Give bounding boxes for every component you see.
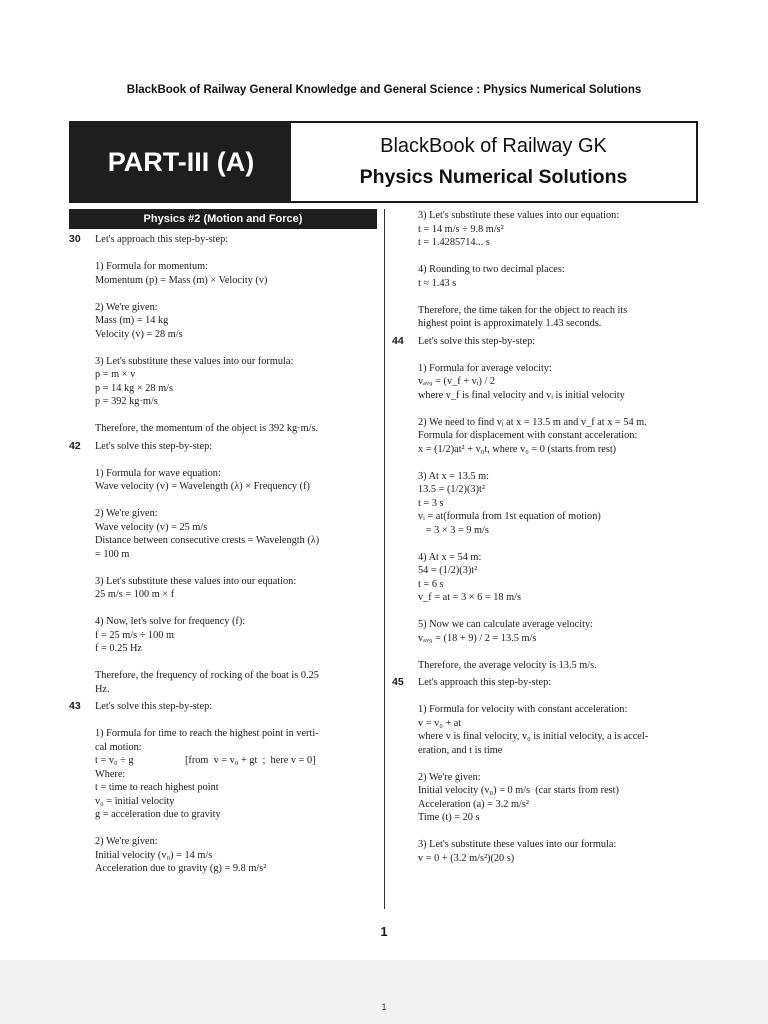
- text-line: 2) We need to find vᵢ at x = 13.5 m and v_f at x = 54 m.: [418, 416, 647, 428]
- text-line: 3) Let's substitute these values into our formula:: [418, 839, 617, 850]
- text-line: 25 m/s = 100 m × f: [95, 589, 175, 600]
- text-line: v = 0 + (3.2 m/s²)(20 s): [418, 852, 515, 864]
- text-line: 3) Let's substitute these values into our formula:: [95, 355, 294, 367]
- text-line: t = 14 m/s ÷ 9.8 m/s²: [418, 223, 504, 235]
- question-number: 44: [392, 334, 404, 347]
- text-line: x = (1/2)at² + v₀t, where v₀ = 0 (starts from rest): [418, 443, 617, 455]
- section-heading: Physics #2 (Motion and Force): [69, 209, 377, 229]
- text-line: Momentum (p) = Mass (m) × Velocity (v): [95, 274, 268, 286]
- text-line: Let's solve this step-by-step:: [95, 701, 213, 712]
- line-gap: [418, 250, 700, 264]
- text-line: 4) At x = 54 m:: [418, 551, 482, 563]
- text-line: f = 0.25 Hz: [95, 643, 142, 654]
- text-line: 1) Formula for velocity with constant acceleration:: [418, 704, 628, 715]
- text-line: 3) Let's substitute these values into our equation:: [418, 210, 620, 221]
- text-line: p = m × v: [95, 369, 136, 380]
- question-number: 42: [69, 439, 81, 452]
- text-line: v₀ = initial velocity: [95, 795, 175, 807]
- left-column: [69, 209, 389, 880]
- text-line: Let's solve this step-by-step:: [95, 440, 213, 452]
- line-gap: [95, 561, 389, 575]
- question-block: [392, 209, 700, 331]
- text-line: = 3 × 3 = 9 m/s: [418, 524, 489, 536]
- text-line: where v_f is final velocity and vᵢ is initial velocity: [418, 389, 625, 401]
- text-line: Formula for displacement with constant acceleration:: [418, 430, 638, 441]
- text-line: 1) Formula for momentum:: [95, 261, 208, 272]
- column-divider: [384, 209, 385, 909]
- text-line: t = time to reach highest point: [95, 782, 219, 793]
- text-line: 2) We're given:: [418, 771, 481, 783]
- question-block: [69, 233, 389, 436]
- question-block: [392, 676, 700, 865]
- book-subtitle: Physics Numerical Solutions: [359, 166, 628, 188]
- text-line: p = 392 kg·m/s: [95, 396, 158, 407]
- text-line: 1) Formula for wave equation:: [95, 467, 221, 479]
- text-line: Mass (m) = 14 kg: [95, 315, 169, 326]
- line-gap: [95, 409, 389, 423]
- text-line: Let's solve this step-by-step:: [418, 335, 536, 347]
- line-gap: [95, 656, 389, 670]
- banner-titles: [291, 123, 696, 201]
- line-gap: [418, 537, 700, 551]
- text-line: 1) Formula for average velocity:: [418, 362, 552, 374]
- text-line: = 100 m: [95, 548, 130, 560]
- text-line: t = 3 s: [418, 497, 444, 509]
- text-line: Therefore, the average velocity is 13.5 m/s.: [418, 659, 597, 671]
- text-line: Let's approach this step-by-step:: [95, 234, 229, 245]
- line-gap: [418, 757, 700, 771]
- text-line: Time (t) = 20 s: [418, 812, 480, 823]
- text-line: where v is final velocity, v₀ is initial velocity, a is accel-: [418, 731, 649, 742]
- running-header: BlackBook of Railway General Knowledge and General Science : Physics Numerical Solutions: [126, 84, 642, 96]
- text-line: 1) Formula for time to reach the highest point in verti-: [95, 728, 319, 739]
- text-line: v = v₀ + at: [418, 717, 462, 729]
- text-line: Acceleration due to gravity (g) = 9.8 m/s²: [95, 863, 267, 874]
- question-number: 43: [69, 700, 81, 712]
- line-gap: [418, 825, 700, 839]
- part-title: PART-III (A): [71, 123, 291, 201]
- line-gap: [418, 290, 700, 304]
- text-line: 4) Rounding to two decimal places:: [418, 264, 565, 275]
- question-block: [69, 700, 389, 876]
- text-line: Therefore, the time taken for the object to reach its: [418, 304, 628, 316]
- text-line: v_f = at = 3 × 6 = 18 m/s: [418, 592, 522, 603]
- text-line: Velocity (v) = 28 m/s: [95, 328, 183, 340]
- part-banner: [69, 121, 698, 203]
- question-number: 30: [69, 233, 81, 245]
- text-line: Let's approach this step-by-step:: [418, 677, 552, 688]
- text-line: vₐᵥ₉ = (v_f + vᵢ) / 2: [418, 376, 496, 387]
- text-line: cal motion:: [95, 741, 142, 753]
- text-line: 54 = (1/2)(3)t²: [418, 565, 478, 576]
- text-line: t = 1.4285714... s: [418, 237, 490, 248]
- text-line: Acceleration (a) = 3.2 m/s²: [418, 798, 529, 810]
- line-gap: [418, 605, 700, 619]
- line-gap: [95, 247, 389, 261]
- text-line: 3) At x = 13.5 m:: [418, 470, 490, 482]
- text-line: Hz.: [95, 683, 110, 695]
- line-gap: [418, 456, 700, 470]
- line-gap: [95, 822, 389, 836]
- question-number: 45: [392, 676, 404, 688]
- text-line: Wave velocity (v) = 25 m/s: [95, 521, 208, 533]
- line-gap: [418, 402, 700, 416]
- text-line: vₐᵥ₉ = (18 + 9) / 2 = 13.5 m/s: [418, 632, 537, 644]
- text-line: 5) Now we can calculate average velocity:: [418, 619, 593, 630]
- line-gap: [95, 714, 389, 728]
- text-line: g = acceleration due to gravity: [95, 809, 221, 820]
- line-gap: [95, 287, 389, 301]
- line-gap: [95, 602, 389, 616]
- line-gap: [418, 645, 700, 659]
- text-line: p = 14 kg × 28 m/s: [95, 382, 173, 394]
- text-line: 4) Now, let's solve for frequency (f):: [95, 616, 246, 627]
- text-line: Initial velocity (v₀) = 0 m/s (car starts from rest): [418, 785, 619, 796]
- text-line: Initial velocity (v₀) = 14 m/s: [95, 849, 213, 861]
- question-block: [69, 440, 389, 697]
- line-gap: [95, 494, 389, 508]
- book-title: BlackBook of Railway GK: [380, 135, 607, 157]
- line-gap: [95, 453, 389, 467]
- text-line: Where:: [95, 768, 126, 780]
- text-line: 3) Let's substitute these values into our equation:: [95, 575, 297, 587]
- page-number: 1: [380, 924, 388, 939]
- line-gap: [418, 690, 700, 704]
- text-line: t ≈ 1.43 s: [418, 277, 457, 289]
- text-line: 13.5 = (1/2)(3)t²: [418, 484, 485, 495]
- text-line: t = 6 s: [418, 578, 444, 590]
- text-line: Therefore, the momentum of the object is 392 kg·m/s.: [95, 423, 319, 434]
- footer-number: 1: [381, 1002, 387, 1012]
- text-line: t = v₀ ÷ g [from v = v₀ + gt ; here v = 0]: [95, 755, 316, 766]
- line-gap: [95, 341, 389, 355]
- text-line: vᵢ = at(formula from 1st equation of motion): [418, 511, 601, 522]
- text-line: Therefore, the frequency of rocking of the boat is 0.25: [95, 670, 319, 681]
- text-line: Wave velocity (v) = Wavelength (λ) × Frequency (f): [95, 481, 310, 492]
- text-line: f = 25 m/s ÷ 100 m: [95, 629, 174, 641]
- text-line: 2) We're given:: [95, 508, 158, 519]
- text-line: 2) We're given:: [95, 836, 158, 847]
- text-line: Distance between consecutive crests = Wavelength (λ): [95, 535, 320, 546]
- right-column: [392, 209, 700, 869]
- question-block: [392, 335, 700, 673]
- line-gap: [418, 348, 700, 362]
- text-line: eration, and t is time: [418, 744, 503, 756]
- text-line: highest point is approximately 1.43 seconds.: [418, 318, 602, 329]
- text-line: 2) We're given:: [95, 301, 158, 313]
